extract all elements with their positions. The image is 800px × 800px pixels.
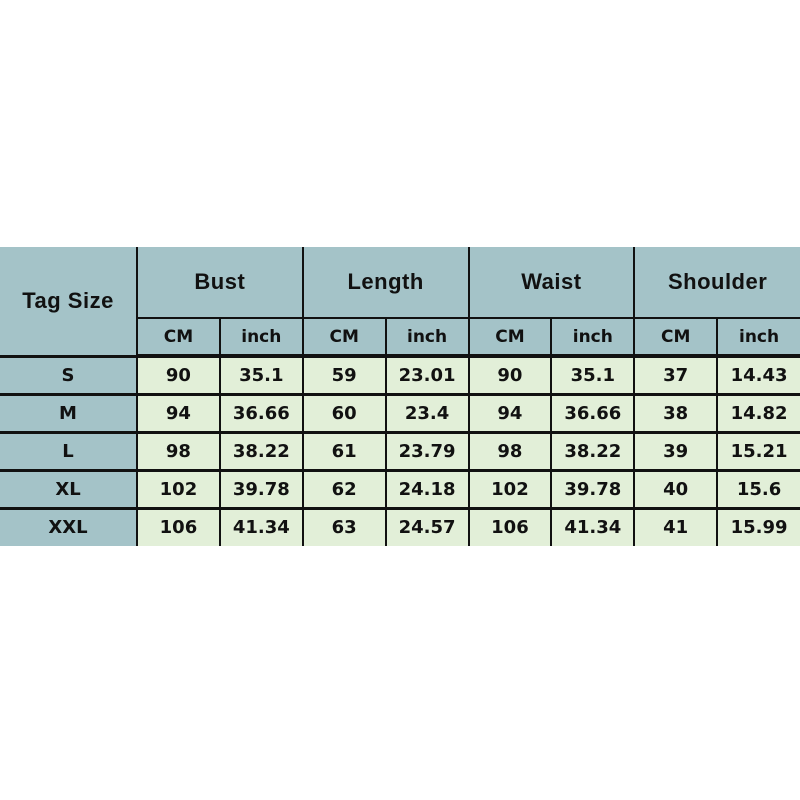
cell-xxl-shoulder-inch: 15.99: [717, 508, 800, 546]
sub-header-bust-cm: CM: [137, 318, 220, 356]
cell-m-bust-cm: 94: [137, 394, 220, 432]
cell-l-length-cm: 61: [303, 432, 386, 470]
column-group-header-length: Length: [303, 247, 469, 318]
sub-header-length-cm: CM: [303, 318, 386, 356]
cell-xl-waist-inch: 39.78: [551, 470, 634, 508]
size-label-s: S: [0, 356, 137, 394]
table-row-size-xl: [0, 470, 800, 508]
cell-xxl-waist-cm: 106: [469, 508, 552, 546]
table-row-size-m: [0, 394, 800, 432]
cell-l-shoulder-cm: 39: [634, 432, 717, 470]
column-group-header-shoulder: Shoulder: [634, 247, 800, 318]
size-chart-table: [0, 247, 800, 546]
sub-header-length-inch: inch: [386, 318, 469, 356]
cell-l-bust-cm: 98: [137, 432, 220, 470]
cell-l-waist-cm: 98: [469, 432, 552, 470]
table-row-size-xxl: [0, 508, 800, 546]
cell-xxl-shoulder-cm: 41: [634, 508, 717, 546]
size-label-xxl: XXL: [0, 508, 137, 546]
column-group-header-bust: Bust: [137, 247, 303, 318]
size-label-xl: XL: [0, 470, 137, 508]
size-label-m: M: [0, 394, 137, 432]
cell-m-waist-inch: 36.66: [551, 394, 634, 432]
cell-s-bust-inch: 35.1: [220, 356, 303, 394]
cell-m-bust-inch: 36.66: [220, 394, 303, 432]
sub-header-bust-inch: inch: [220, 318, 303, 356]
group-header-row: [0, 247, 800, 318]
cell-xxl-length-inch: 24.57: [386, 508, 469, 546]
cell-xxl-length-cm: 63: [303, 508, 386, 546]
cell-m-waist-cm: 94: [469, 394, 552, 432]
corner-header-tag-size: Tag Size: [0, 247, 137, 356]
cell-m-shoulder-cm: 38: [634, 394, 717, 432]
column-group-header-waist: Waist: [469, 247, 635, 318]
table-row-size-s: [0, 356, 800, 394]
cell-l-length-inch: 23.79: [386, 432, 469, 470]
cell-l-shoulder-inch: 15.21: [717, 432, 800, 470]
cell-s-length-inch: 23.01: [386, 356, 469, 394]
cell-xl-waist-cm: 102: [469, 470, 552, 508]
cell-xl-shoulder-cm: 40: [634, 470, 717, 508]
size-label-l: L: [0, 432, 137, 470]
sub-header-shoulder-cm: CM: [634, 318, 717, 356]
cell-xxl-bust-inch: 41.34: [220, 508, 303, 546]
cell-s-shoulder-inch: 14.43: [717, 356, 800, 394]
cell-xl-length-inch: 24.18: [386, 470, 469, 508]
cell-s-length-cm: 59: [303, 356, 386, 394]
cell-s-waist-cm: 90: [469, 356, 552, 394]
cell-xl-length-cm: 62: [303, 470, 386, 508]
cell-xl-shoulder-inch: 15.6: [717, 470, 800, 508]
cell-m-shoulder-inch: 14.82: [717, 394, 800, 432]
sub-header-waist-cm: CM: [469, 318, 552, 356]
sub-header-shoulder-inch: inch: [717, 318, 800, 356]
cell-m-length-cm: 60: [303, 394, 386, 432]
cell-xxl-bust-cm: 106: [137, 508, 220, 546]
sub-header-waist-inch: inch: [551, 318, 634, 356]
cell-l-waist-inch: 38.22: [551, 432, 634, 470]
cell-s-bust-cm: 90: [137, 356, 220, 394]
cell-xl-bust-inch: 39.78: [220, 470, 303, 508]
table-row-size-l: [0, 432, 800, 470]
cell-m-length-inch: 23.4: [386, 394, 469, 432]
cell-l-bust-inch: 38.22: [220, 432, 303, 470]
cell-xxl-waist-inch: 41.34: [551, 508, 634, 546]
cell-s-waist-inch: 35.1: [551, 356, 634, 394]
cell-xl-bust-cm: 102: [137, 470, 220, 508]
cell-s-shoulder-cm: 37: [634, 356, 717, 394]
